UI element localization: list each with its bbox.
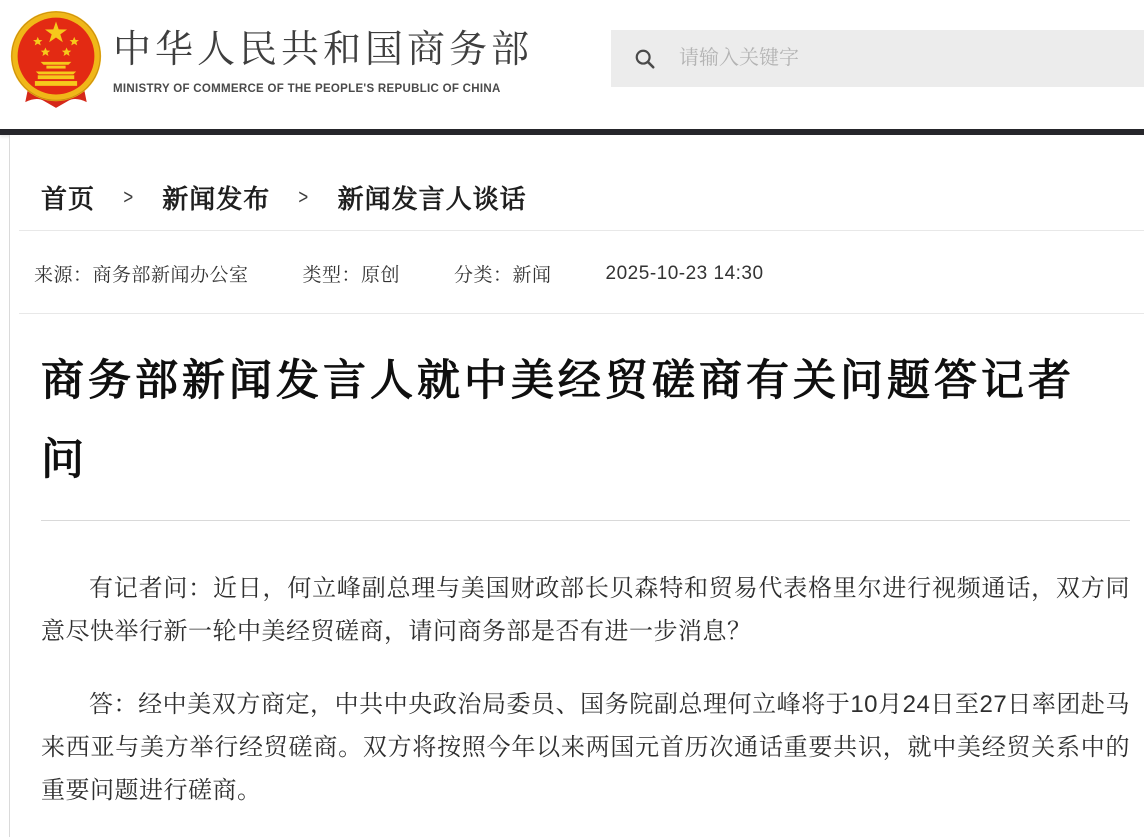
chevron-right-icon: >: [123, 185, 134, 209]
meta-source: 来源：商务部新闻办公室: [34, 265, 249, 286]
national-emblem-icon: [8, 8, 104, 108]
national-emblem-logo[interactable]: [8, 8, 104, 108]
meta-category: 分类：新闻: [454, 265, 552, 286]
breadcrumb-spokesperson-remarks[interactable]: 新闻发言人谈话: [337, 184, 527, 214]
page-container: [9, 135, 1144, 837]
article-paragraph: 有记者问：近日，何立峰副总理与美国财政部长贝森特和贸易代表格里尔进行视频通话，双方同意尽快举行新一轮中美经贸磋商，请问商务部是否有进一步消息？: [41, 575, 1130, 645]
meta-type: 类型：原创: [302, 265, 401, 286]
title-divider: [41, 520, 1130, 521]
site-title-block: [113, 30, 533, 95]
site-header: [0, 0, 1144, 129]
breadcrumb-news-release[interactable]: 新闻发布: [162, 184, 271, 214]
article-paragraph: 答：经中美双方商定，中共中央政治局委员、国务院副总理何立峰将于10月24日至27日率团赴马来西亚与美方举行经贸磋商。双方将按照今年以来两国元首历次通话重要共识，就中美经贸关系中的重要问题进行磋商。: [41, 691, 1130, 804]
article-meta-row: [10, 260, 1144, 287]
search-box: [611, 30, 1144, 87]
meta-divider: [19, 313, 1144, 314]
site-name-chinese: 中华人民共和国商务部: [113, 29, 534, 71]
chevron-right-icon: >: [298, 185, 310, 209]
breadcrumb-home[interactable]: 首页: [41, 184, 96, 214]
article-body: [41, 567, 1130, 812]
search-input[interactable]: [677, 46, 1117, 71]
search-icon[interactable]: [634, 48, 656, 70]
breadcrumb-divider: [19, 230, 1144, 231]
site-name-english: MINISTRY OF COMMERCE OF THE PEOPLE'S REPUBLIC OF CHINA: [113, 82, 501, 95]
article-title: 商务部新闻发言人就中美经贸磋商有关问题答记者问: [41, 357, 1075, 484]
breadcrumb: [10, 135, 1144, 216]
meta-datetime: 2025-10-23 14:30: [605, 262, 764, 284]
